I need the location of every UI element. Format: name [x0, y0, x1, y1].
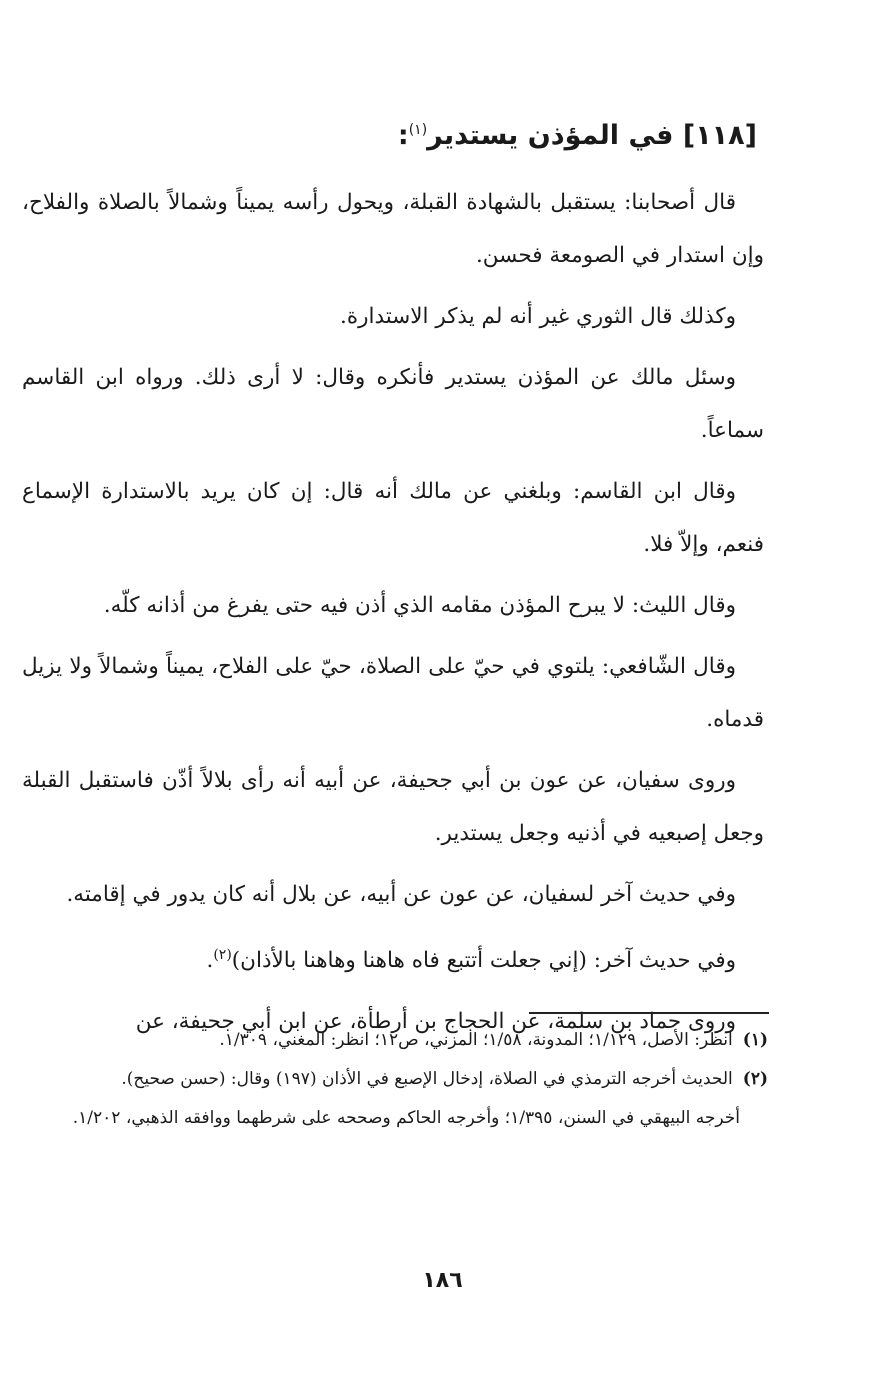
footnote: [26, 1024, 768, 1057]
footnotes: [26, 1024, 768, 1141]
footnote-continuation: [26, 1102, 768, 1135]
footnote: [26, 1063, 768, 1096]
paragraph: وقال ابن القاسم: وبلغني عن مالك أنه قال: إن كان يريد بالاستدارة الإسماع فنعم، وإلاّ فلا.: [22, 479, 764, 557]
heading-suffix: :: [397, 120, 409, 151]
paragraph-text: وفي حديث آخر: (إني جعلت أتتبع فاه هاهنا وهاهنا بالأذان): [231, 948, 736, 974]
paragraph: وروى حماد بن سلمة، عن الحجاج بن أرطأة، عن ابن أبي جحيفة، عن: [135, 1009, 736, 1035]
paragraph: وكذلك قال الثوري غير أنه لم يذكر الاستدارة.: [340, 304, 736, 329]
section-heading: [398, 108, 757, 158]
paragraph: وسئل مالك عن المؤذن يستدير فأنكره وقال: لا أرى ذلك. ورواه ابن القاسم سماعاً.: [22, 365, 764, 443]
body-text: [22, 176, 764, 1056]
page-number: ١٨٦: [422, 1268, 463, 1293]
paragraph: وقال الشّافعي: يلتوي في حيّ على الصلاة، حيّ على الفلاح، يميناً وشمالاً ولا يزيل قدماه.: [22, 654, 764, 732]
footnote-text: الحديث أخرجه الترمذي في الصلاة، إدخال الإصبع في الأذان (١٩٧) وقال: (حسن صحيح).: [121, 1069, 733, 1089]
section-title: في المؤذن يستدير: [427, 120, 674, 151]
paragraph: قال أصحابنا: يستقبل بالشهادة القبلة، ويحول رأسه يميناً وشمالاً بالصلاة والفلاح، وإن استدار في الصومعة فحسن.: [22, 190, 764, 268]
heading-footnote-marker: (١): [408, 122, 428, 138]
footnote-text: انظر: الأصل، ١/١٢٩؛ المدونة، ١/٥٨؛ المزني، ص١٢؛ انظر: المغني، ١/٣٠٩.: [219, 1030, 733, 1050]
footnote-number: (١): [742, 1030, 768, 1050]
paragraph: وقال الليث: لا يبرح المؤذن مقامه الذي أذن فيه حتى يفرغ من أذانه كلّه.: [103, 593, 736, 618]
paragraph-end: .: [206, 948, 214, 974]
paragraph: وروى سفيان، عن عون بن أبي جحيفة، عن أبيه أنه رأى بلالاً أذّن فاستقبل القبلة وجعل إصبعيه في أذنيه وجعل يستدير.: [22, 768, 764, 846]
footnote-marker: (٢): [213, 947, 232, 963]
paragraph: [22, 929, 764, 987]
footnote-separator: [529, 1012, 769, 1014]
section-number: [١١٨]: [682, 120, 757, 151]
paragraph: وفي حديث آخر لسفيان، عن عون عن أبيه، عن بلال أنه كان يدور في إقامته.: [66, 882, 736, 907]
footnote-number: (٢): [742, 1069, 768, 1089]
footnote-text: أخرجه البيهقي في السنن، ١/٣٩٥؛ وأخرجه الحاكم وصححه على شرطهما ووافقه الذهبي، ١/٢٠٢.: [72, 1108, 740, 1128]
